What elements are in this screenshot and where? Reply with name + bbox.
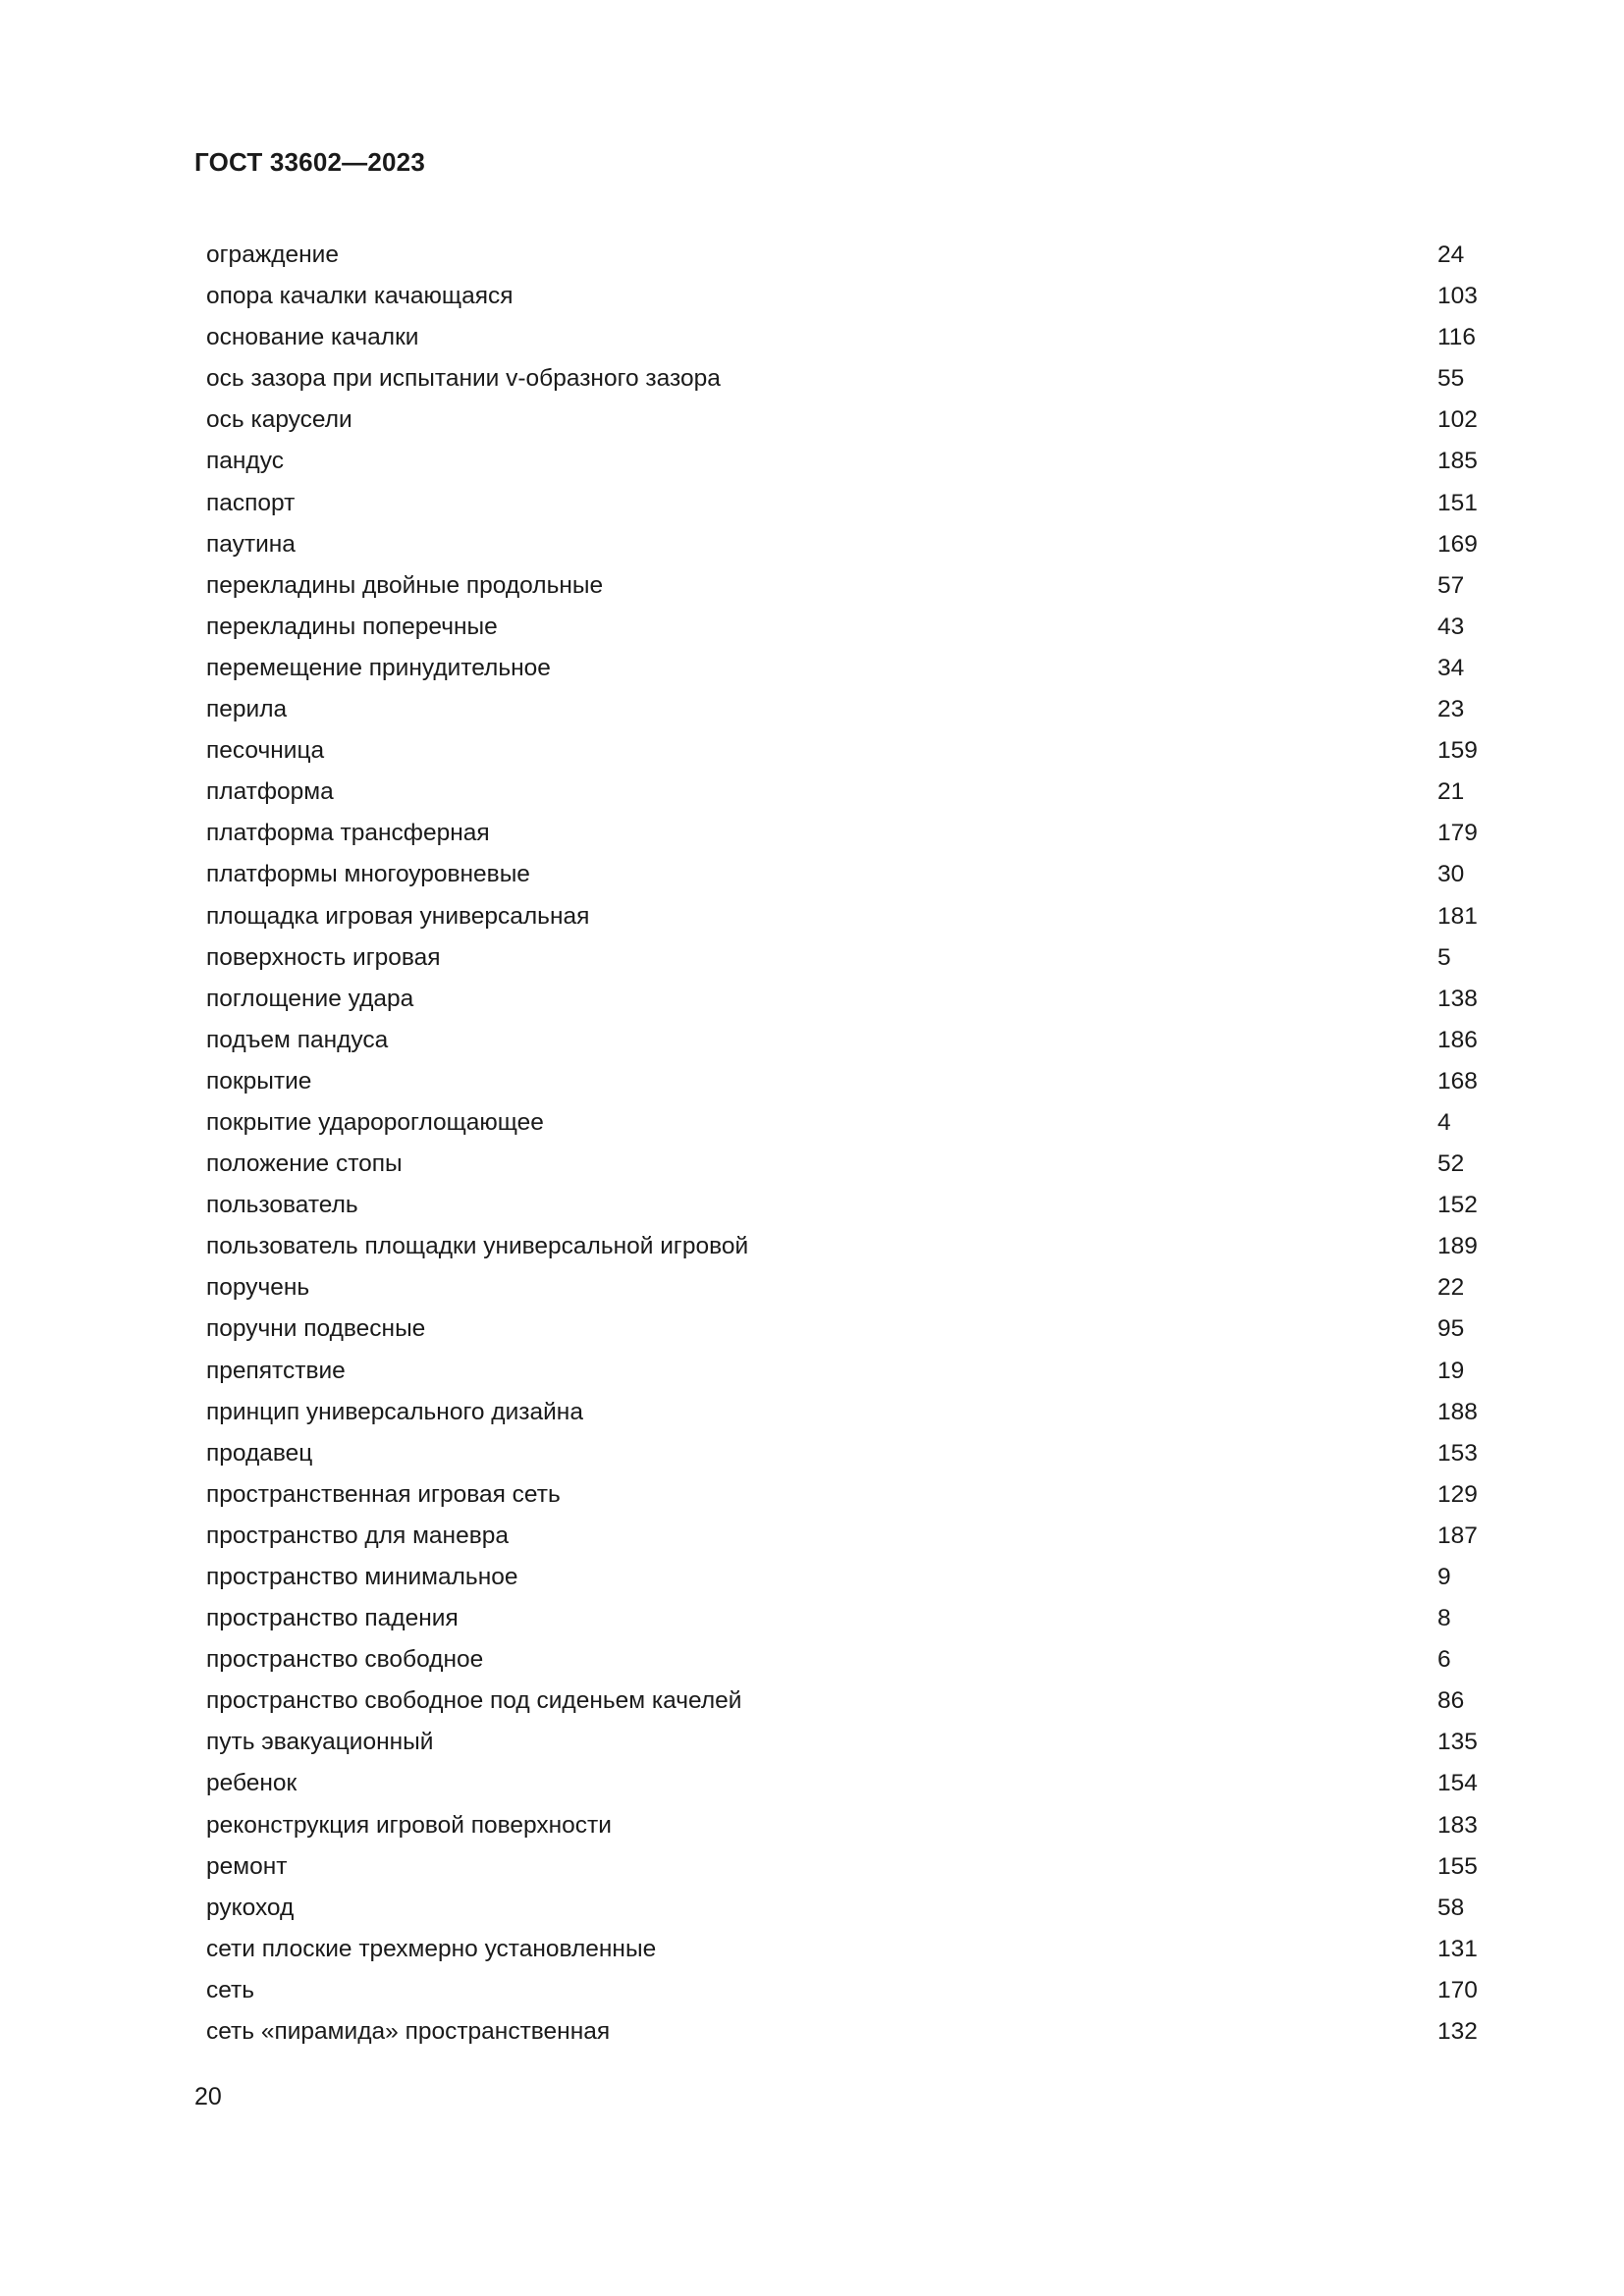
index-entry bbox=[206, 1433, 1492, 1474]
index-term: платформа трансферная bbox=[206, 820, 490, 847]
index-term-number: 135 bbox=[1437, 1729, 1478, 1756]
index-term: ремонт bbox=[206, 1852, 288, 1880]
index-term: пространство свободное под сиденьем качелей bbox=[206, 1687, 742, 1715]
index-entry bbox=[206, 730, 1492, 772]
index-term: платформы многоуровневые bbox=[206, 861, 530, 888]
index-entry bbox=[206, 1474, 1492, 1516]
index-term-number: 129 bbox=[1437, 1480, 1478, 1508]
index-entry bbox=[206, 1970, 1492, 2011]
index-term: сети плоские трехмерно установленные bbox=[206, 1935, 657, 1962]
index-term-number: 8 bbox=[1437, 1605, 1451, 1632]
alphabetical-index bbox=[206, 235, 1492, 2053]
index-entry bbox=[206, 2011, 1492, 2053]
index-entry bbox=[206, 276, 1492, 317]
index-entry bbox=[206, 400, 1492, 441]
index-term-number: 138 bbox=[1437, 985, 1478, 1012]
index-term: пространство свободное bbox=[206, 1646, 484, 1674]
index-entry bbox=[206, 1516, 1492, 1557]
index-term: покрытие удароpоглощающее bbox=[206, 1108, 544, 1136]
index-term: ребенок bbox=[206, 1770, 298, 1797]
index-term: песочница bbox=[206, 737, 325, 765]
index-entry bbox=[206, 317, 1492, 358]
index-term: пользователь площадки универсальной игровой bbox=[206, 1233, 749, 1260]
index-entry bbox=[206, 772, 1492, 813]
index-term-number: 168 bbox=[1437, 1067, 1478, 1095]
index-term: перемещение принудительное bbox=[206, 654, 551, 681]
index-term: перекладины поперечные bbox=[206, 613, 498, 640]
page-number: 20 bbox=[194, 2083, 222, 2110]
index-entry bbox=[206, 1185, 1492, 1226]
index-term: реконструкция игровой поверхности bbox=[206, 1811, 612, 1839]
index-term-number: 116 bbox=[1437, 324, 1477, 351]
index-term-number: 170 bbox=[1437, 1976, 1478, 2003]
index-term-number: 21 bbox=[1437, 778, 1465, 806]
index-term-number: 23 bbox=[1437, 696, 1465, 723]
index-term-number: 43 bbox=[1437, 613, 1465, 640]
index-term-number: 155 bbox=[1437, 1852, 1478, 1880]
index-term: принцип универсального дизайна bbox=[206, 1398, 583, 1425]
index-term: сеть bbox=[206, 1976, 255, 2003]
index-term: основание качалки bbox=[206, 324, 419, 351]
index-term-number: 30 bbox=[1437, 861, 1465, 888]
index-entry bbox=[206, 1805, 1492, 1846]
index-term: поверхность игровая bbox=[206, 943, 441, 971]
index-entry bbox=[206, 1392, 1492, 1433]
index-entry bbox=[206, 1888, 1492, 1929]
index-term: путь эвакуационный bbox=[206, 1729, 434, 1756]
index-term: продавец bbox=[206, 1439, 313, 1467]
index-entry bbox=[206, 1144, 1492, 1185]
index-term: пользователь bbox=[206, 1192, 358, 1219]
index-term-number: 24 bbox=[1437, 241, 1465, 268]
index-term-number: 151 bbox=[1437, 489, 1478, 516]
index-entry bbox=[206, 1102, 1492, 1144]
index-term-number: 22 bbox=[1437, 1274, 1465, 1302]
index-entry bbox=[206, 854, 1492, 895]
index-entry bbox=[206, 1846, 1492, 1888]
index-term: поглощение удара bbox=[206, 985, 414, 1012]
index-term: поручень bbox=[206, 1274, 310, 1302]
index-term: пространство для маневра bbox=[206, 1522, 509, 1549]
index-entry bbox=[206, 1061, 1492, 1102]
index-term-number: 9 bbox=[1437, 1564, 1451, 1590]
index-entry bbox=[206, 235, 1492, 276]
index-entry bbox=[206, 896, 1492, 937]
index-term-number: 169 bbox=[1437, 530, 1478, 558]
index-term: перекладины двойные продольные bbox=[206, 571, 604, 599]
index-term: ось зазора при испытании v-образного зазора bbox=[206, 365, 721, 393]
index-term-number: 152 bbox=[1437, 1192, 1478, 1219]
index-term-number: 19 bbox=[1437, 1357, 1465, 1384]
index-entry bbox=[206, 1557, 1492, 1598]
index-entry bbox=[206, 1351, 1492, 1392]
index-entry bbox=[206, 524, 1492, 565]
index-entry bbox=[206, 1681, 1492, 1722]
index-term: пространственная игровая сеть bbox=[206, 1480, 561, 1508]
index-term-number: 132 bbox=[1437, 2018, 1478, 2046]
index-term-number: 188 bbox=[1437, 1398, 1478, 1425]
index-entry bbox=[206, 1722, 1492, 1763]
index-term: покрытие bbox=[206, 1067, 312, 1095]
index-entry bbox=[206, 1763, 1492, 1804]
index-entry bbox=[206, 689, 1492, 730]
index-term: пространство падения bbox=[206, 1605, 459, 1632]
index-term-number: 86 bbox=[1437, 1687, 1465, 1715]
index-term: опора качалки качающаяся bbox=[206, 283, 514, 310]
index-entry bbox=[206, 1598, 1492, 1639]
index-entry bbox=[206, 358, 1492, 400]
index-term-number: 52 bbox=[1437, 1150, 1465, 1178]
index-term: перила bbox=[206, 696, 288, 723]
index-entry bbox=[206, 1020, 1492, 1061]
index-entry bbox=[206, 1226, 1492, 1267]
index-term-number: 55 bbox=[1437, 365, 1465, 393]
index-term: пространство минимальное bbox=[206, 1564, 518, 1590]
index-entry bbox=[206, 813, 1492, 854]
index-entry bbox=[206, 979, 1492, 1020]
index-term-number: 179 bbox=[1437, 820, 1478, 847]
index-term-number: 187 bbox=[1437, 1522, 1478, 1549]
index-term: сеть «пирамида» пространственная bbox=[206, 2018, 611, 2046]
index-entry bbox=[206, 565, 1492, 607]
index-term: площадка игровая универсальная bbox=[206, 902, 590, 930]
index-term: поручни подвесные bbox=[206, 1315, 426, 1343]
index-term-number: 34 bbox=[1437, 654, 1465, 681]
index-term: препятствие bbox=[206, 1357, 346, 1384]
index-term-number: 181 bbox=[1437, 902, 1478, 930]
index-term-number: 103 bbox=[1437, 283, 1478, 310]
index-term-number: 185 bbox=[1437, 448, 1478, 475]
index-term: паутина bbox=[206, 530, 296, 558]
index-term-number: 5 bbox=[1437, 943, 1451, 971]
index-entry bbox=[206, 648, 1492, 689]
index-term-number: 159 bbox=[1437, 737, 1478, 765]
index-term: платформа bbox=[206, 778, 334, 806]
index-entry bbox=[206, 441, 1492, 482]
index-term-number: 58 bbox=[1437, 1894, 1465, 1921]
index-term: положение стопы bbox=[206, 1150, 403, 1178]
index-term: ограждение bbox=[206, 241, 339, 268]
index-entry bbox=[206, 937, 1492, 979]
index-term-number: 154 bbox=[1437, 1770, 1478, 1797]
index-term-number: 153 bbox=[1437, 1439, 1478, 1467]
index-entry bbox=[206, 607, 1492, 648]
index-entry bbox=[206, 1929, 1492, 1970]
index-term: паспорт bbox=[206, 489, 296, 516]
index-entry bbox=[206, 1639, 1492, 1681]
index-term: ось карусели bbox=[206, 406, 352, 434]
index-entry bbox=[206, 1308, 1492, 1350]
index-term-number: 186 bbox=[1437, 1026, 1478, 1053]
index-entry bbox=[206, 483, 1492, 524]
index-entry bbox=[206, 1267, 1492, 1308]
index-term-number: 57 bbox=[1437, 571, 1465, 599]
index-term: подъем пандуса bbox=[206, 1026, 389, 1053]
index-term-number: 189 bbox=[1437, 1233, 1478, 1260]
index-term-number: 102 bbox=[1437, 406, 1478, 434]
index-term-number: 131 bbox=[1437, 1935, 1478, 1962]
index-term-number: 183 bbox=[1437, 1811, 1478, 1839]
document-header: ГОСТ 33602—2023 bbox=[194, 147, 425, 177]
index-term: рукоход bbox=[206, 1894, 295, 1921]
index-term-number: 95 bbox=[1437, 1315, 1465, 1343]
index-term-number: 6 bbox=[1437, 1646, 1451, 1674]
index-term-number: 4 bbox=[1437, 1108, 1451, 1136]
index-term: пандус bbox=[206, 448, 284, 475]
